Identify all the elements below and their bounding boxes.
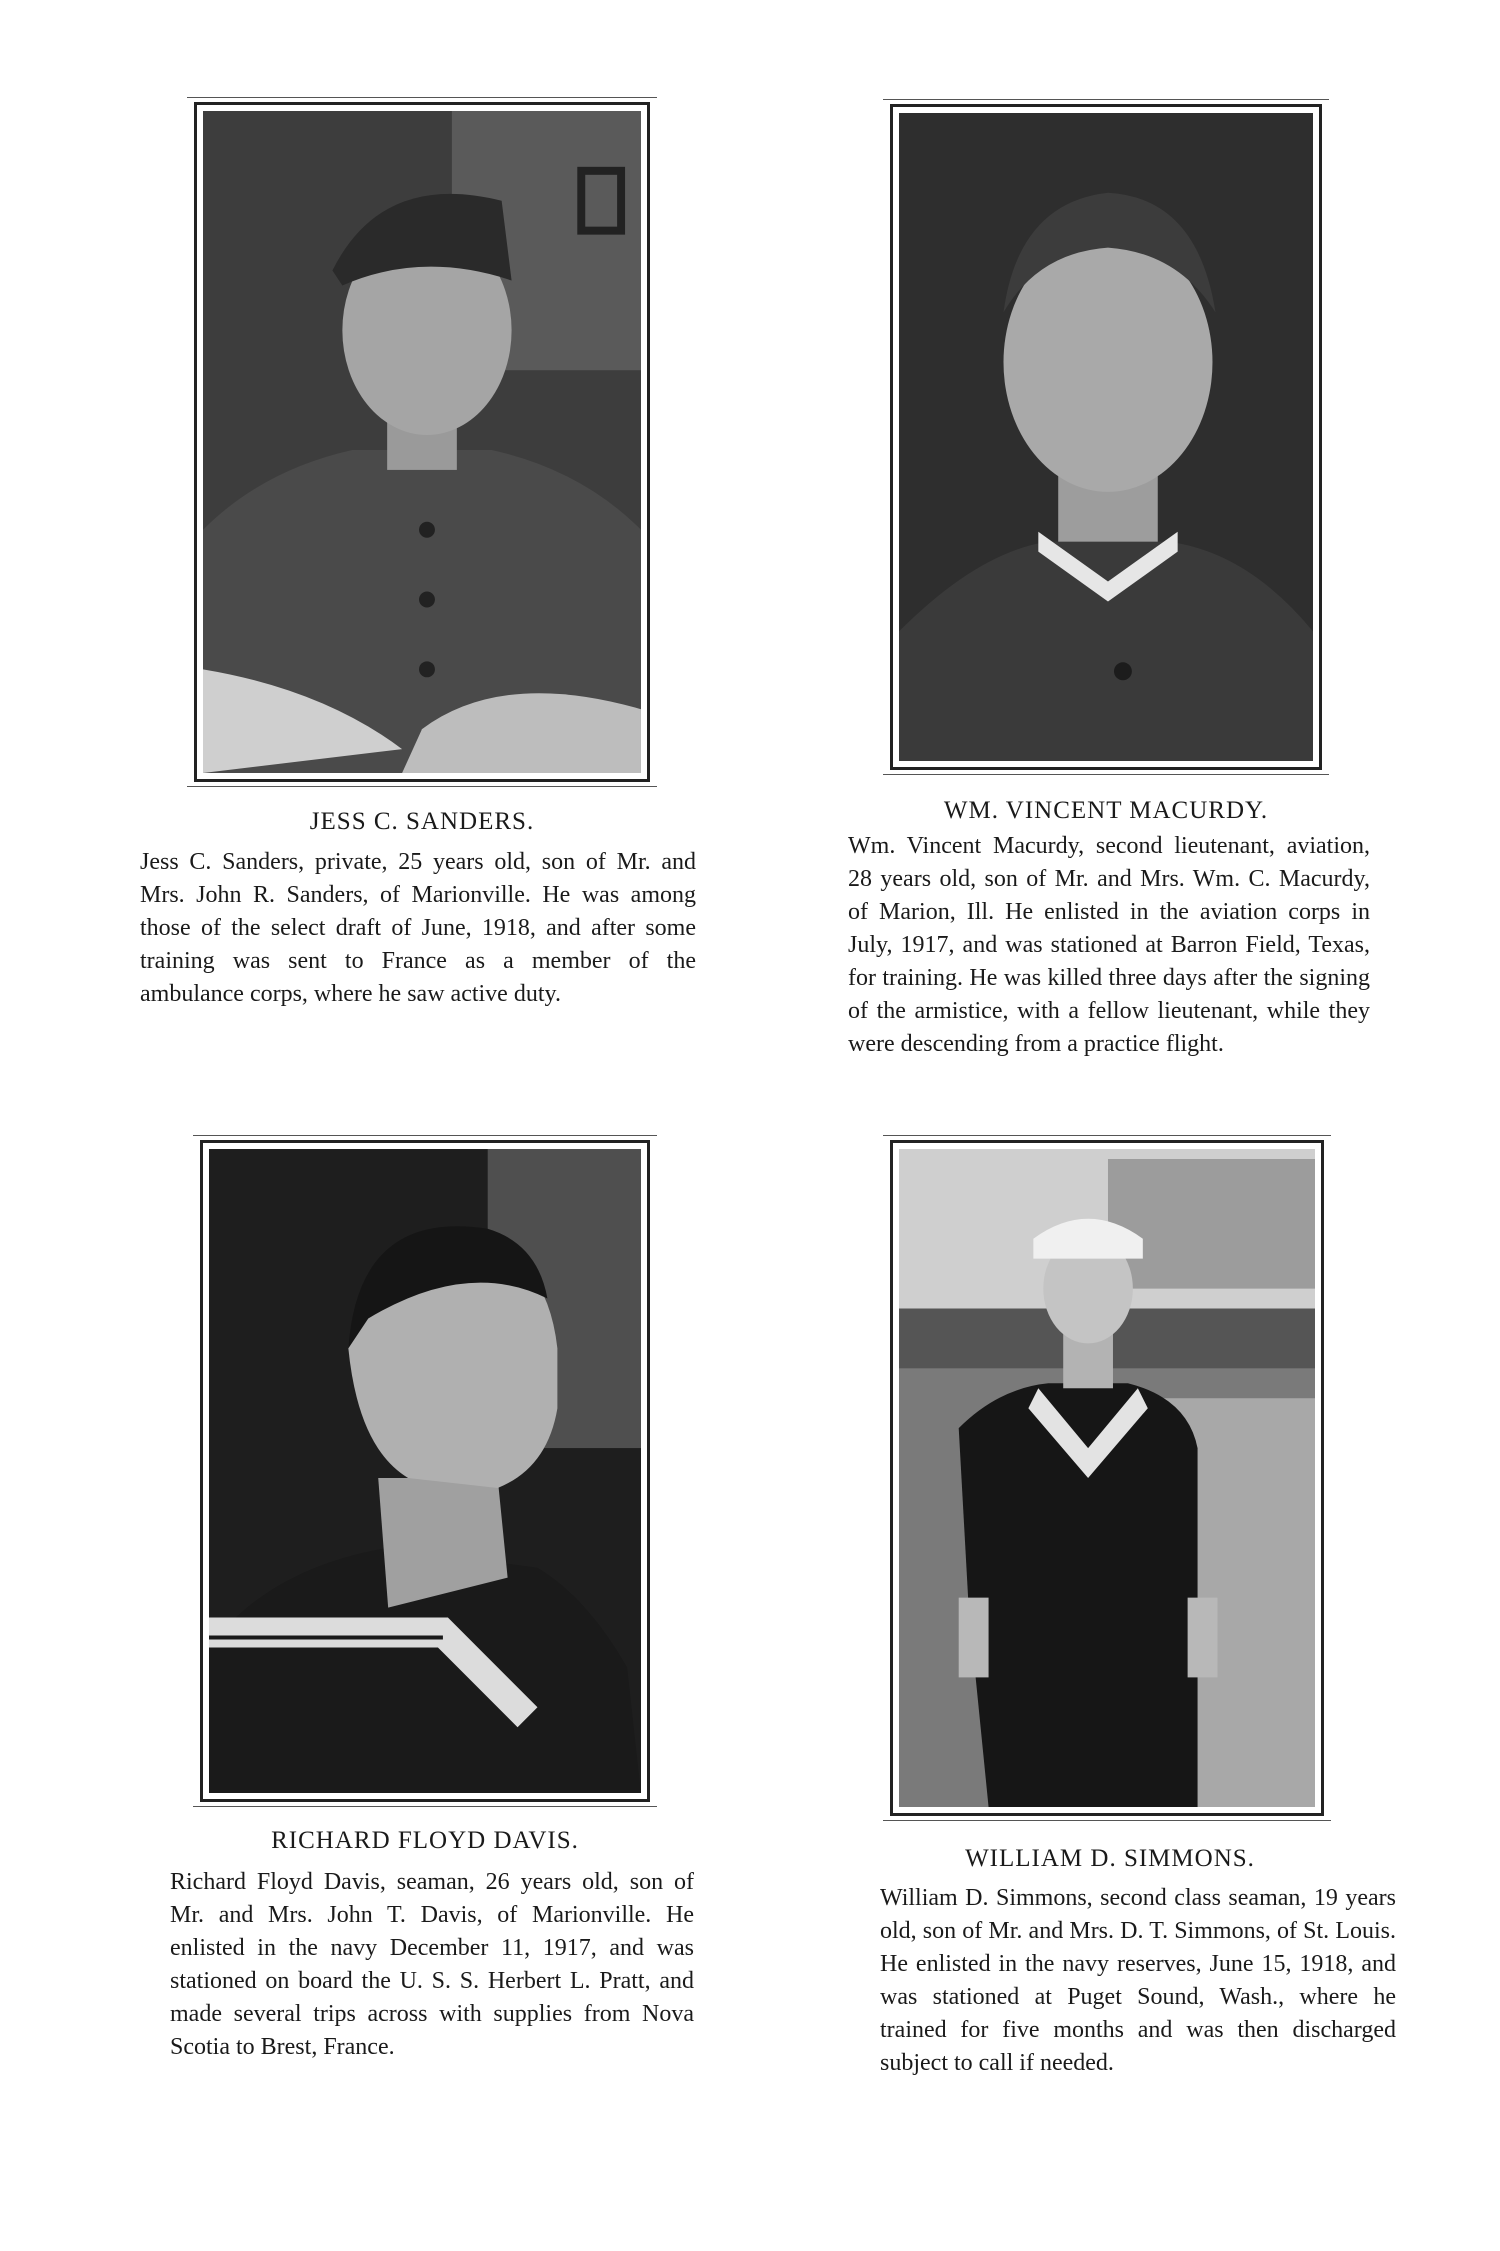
portrait-photo-sanders — [203, 111, 641, 773]
entry-name: JESS C. SANDERS. — [309, 808, 535, 835]
portrait-frame-sanders — [194, 102, 650, 782]
portrait-frame-macurdy — [890, 104, 1322, 770]
entry-name: WM. VINCENT MACURDY. — [943, 797, 1269, 824]
portrait-photo-macurdy — [899, 113, 1313, 761]
entry-bio: William D. Simmons, second class seaman, 19 years old, son of Mr. and Mrs. D. T. Simmons, of St. Louis. He enlisted in the navy reserves, June 15, 1918, and was stationed at Puget Sound, Wash., where he trained for five months and was then discharged subject to call if needed. — [880, 1885, 1396, 2076]
portrait-frame-davis — [200, 1140, 650, 1802]
entry-name: WILLIAM D. SIMMONS. — [965, 1845, 1255, 1872]
entry-bio: Richard Floyd Davis, seaman, 26 years old, son of Mr. and Mrs. John T. Davis, of Marionville. He enlisted in the navy December 11, 1917, and was stationed on board the U. S. S. Herbert L. Pratt, and made several trips across with supplies from Nova Scotia to Brest, France. — [170, 1869, 694, 2060]
entry-name: RICHARD FLOYD DAVIS. — [271, 1827, 579, 1854]
entry-bio: Wm. Vincent Macurdy, second lieutenant, aviation, 28 years old, son of Mr. and Mrs. Wm. C. Macurdy, of Marion, Ill. He enlisted in the aviation corps in July, 1917, and was stationed at Barron Field, Texas, for training. He was killed three days after the signing of the armistice, with a fellow lieutenant, while they were descending from a practice flight. — [848, 833, 1370, 1057]
portrait-photo-simmons — [899, 1149, 1315, 1807]
entry-bio: Jess C. Sanders, private, 25 years old, son of Mr. and Mrs. John R. Sanders, of Marionville. He was among those of the select draft of June, 1918, and after some training was sent to France as a member of the ambulance corps, where he saw active duty. — [140, 849, 696, 1007]
portrait-frame-simmons — [890, 1140, 1324, 1816]
portrait-photo-davis — [209, 1149, 641, 1793]
